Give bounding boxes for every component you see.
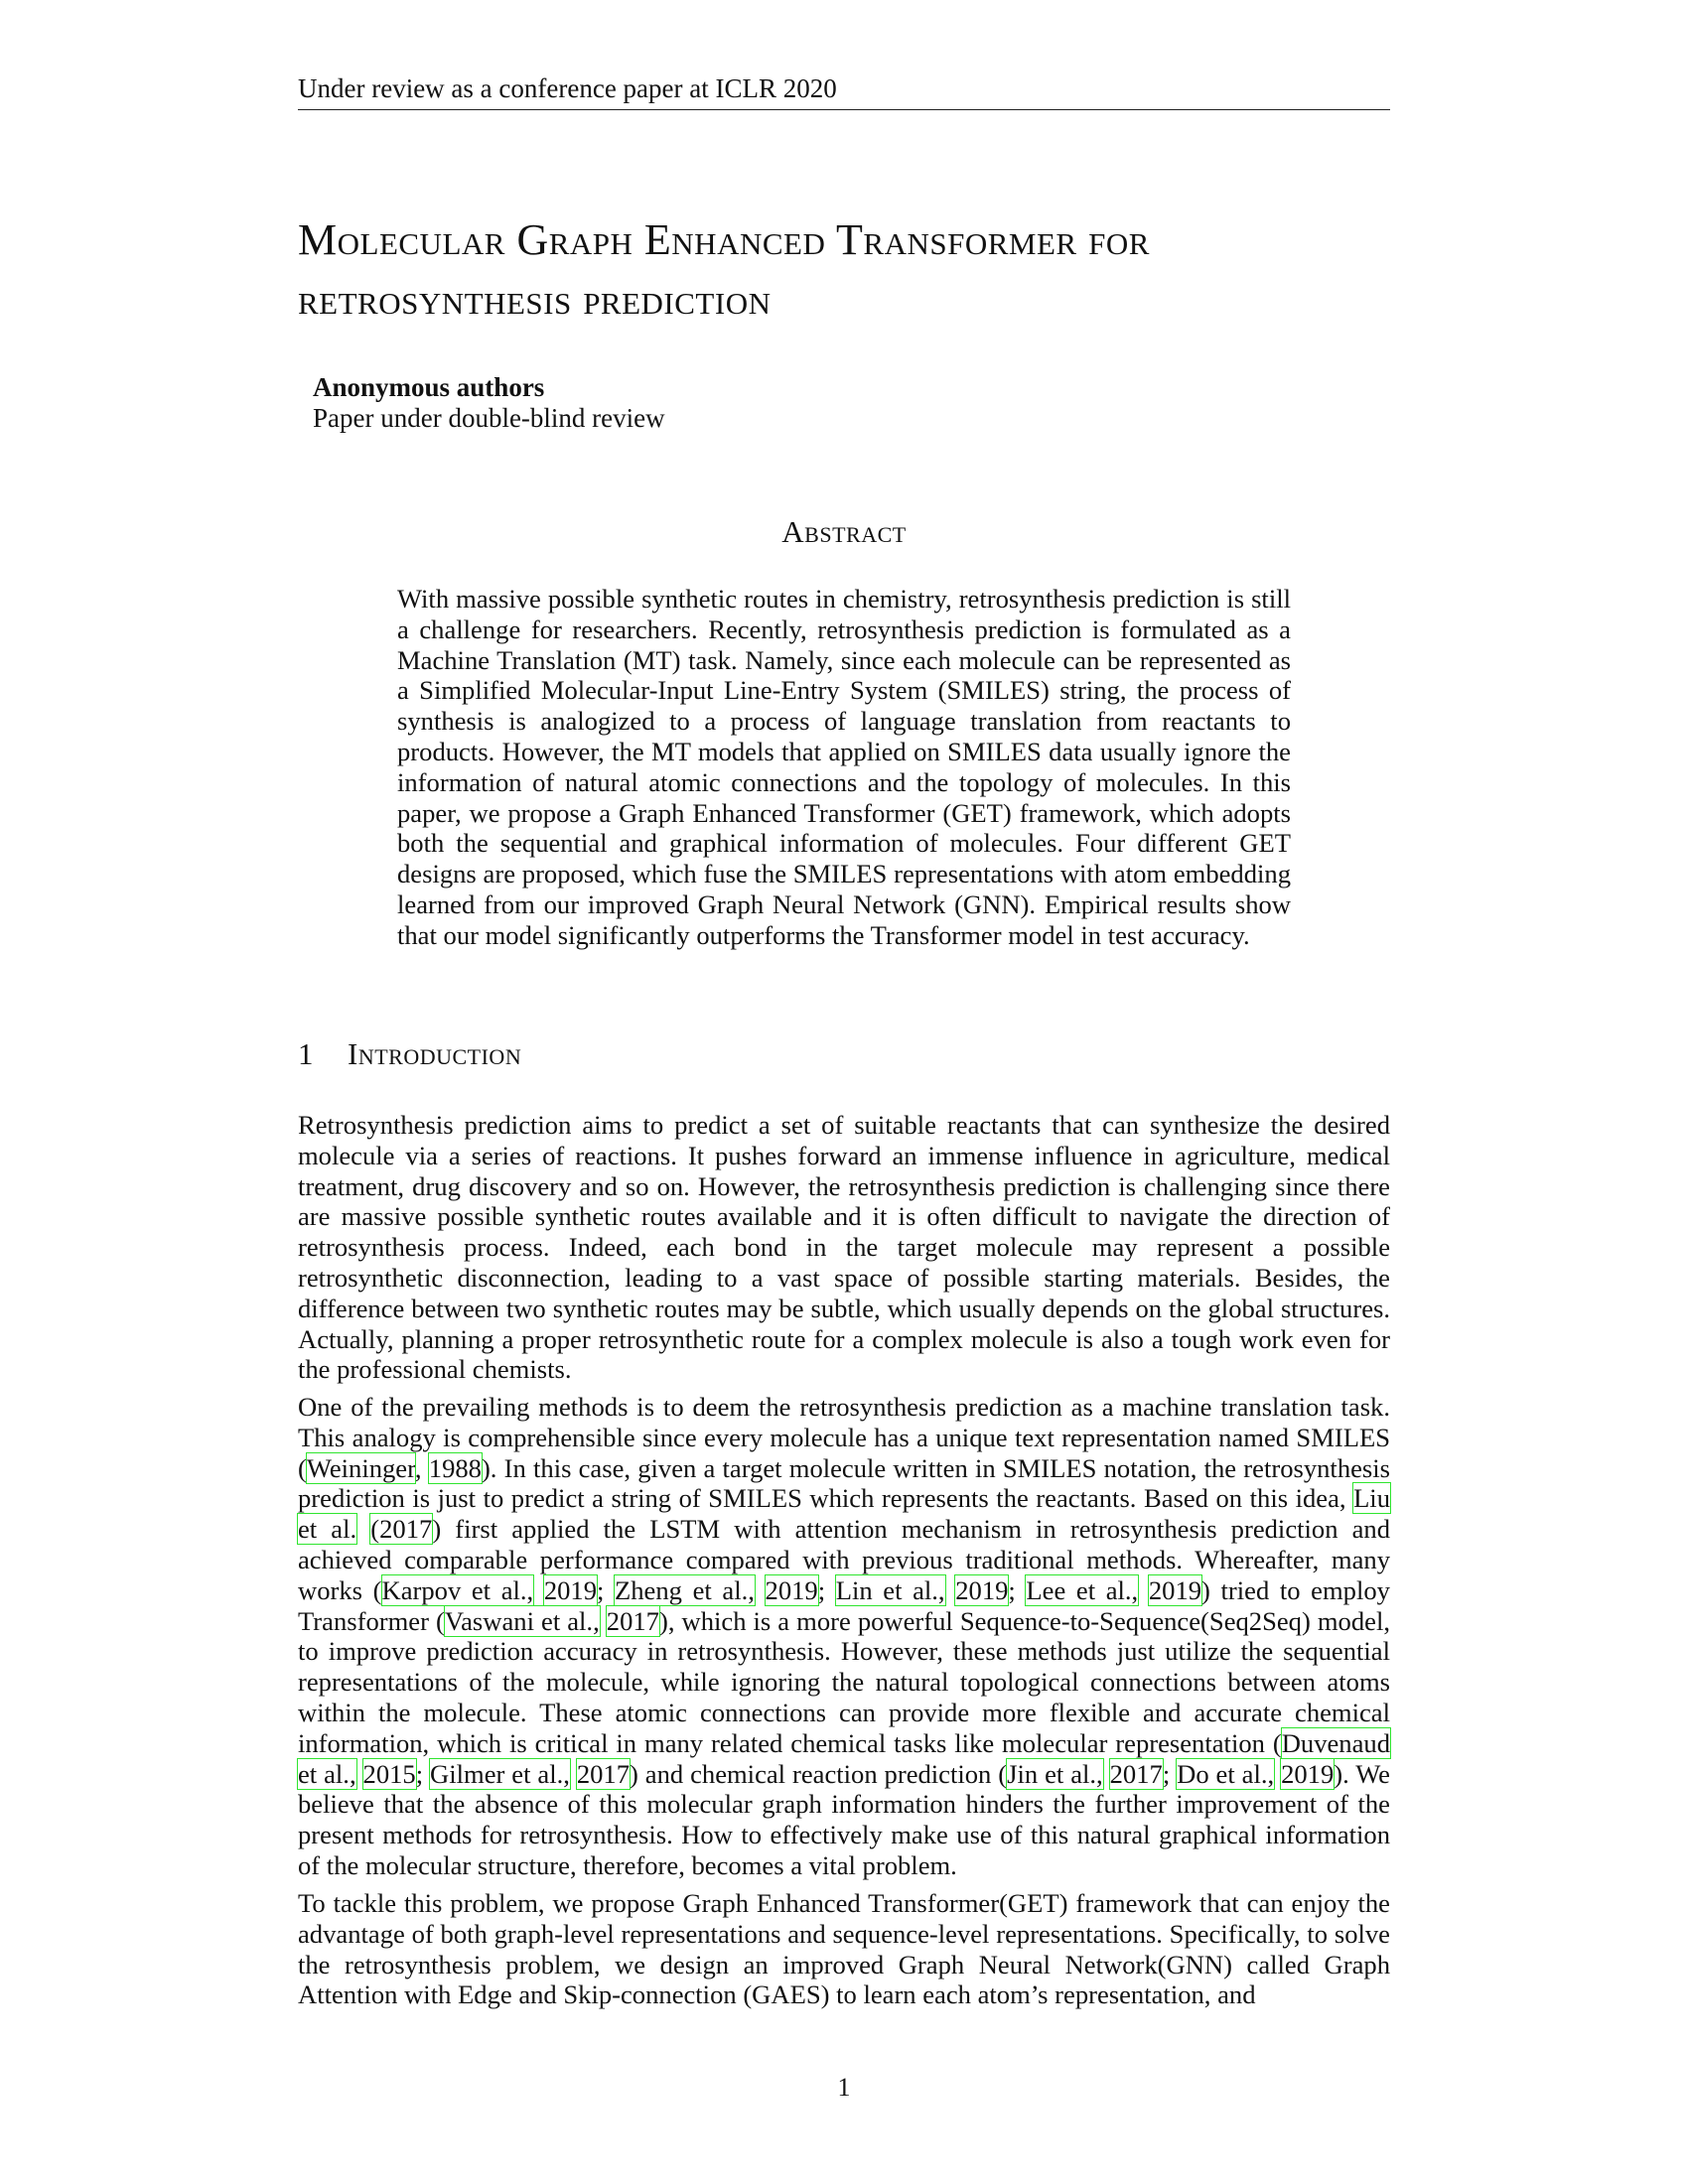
- citation-link[interactable]: 2017: [576, 1758, 630, 1789]
- citation-link[interactable]: 1988: [428, 1452, 482, 1483]
- text-run: ) first applied the LSTM with attention mechanism in retrosynthesis prediction and achieved comparable performance compared with previous traditional methods. Whereafter, many works (: [298, 1514, 1390, 1605]
- citation-link[interactable]: Jin et al.,: [1007, 1758, 1103, 1789]
- text-run: One of the prevailing methods is to deem the retrosynthesis prediction as a machine translation task. This analogy is comprehensible since every molecule has a unique text representation named SMILES (: [298, 1392, 1390, 1483]
- section-title: Introduction: [348, 1036, 522, 1071]
- section-heading-introduction: [298, 1036, 521, 1072]
- separator: ;: [415, 1758, 431, 1789]
- text-run: ). We believe that the absence of this molecular graph information hinders the further improvement of the present methods for retrosynthesis. How to effectively make use of this natural graphical information of the molecular structure, therefore, becomes a vital problem.: [298, 1758, 1390, 1880]
- author-block: [313, 372, 665, 434]
- abstract-text: With massive possible synthetic routes in chemistry, retrosynthesis prediction is still a challenge for researchers. Recently, retrosynthesis prediction is formulated as a Machine Translation (MT) task. Namely, since each molecule can be represented as a Simplified Molecular-Input Line-Entry System (SMILES) string, the process of synthesis is analogized to a process of language translation from reactants to products. However, the MT models that applied on SMILES data usually ignore the information of natural atomic connections and the topology of molecules. In this paper, we propose a Graph Enhanced Transformer (GET) framework, which adopts both the sequential and graphical information of molecules. Four different GET designs are proposed, which fuse the SMILES representations with atom embedding learned from our improved Graph Neural Network (GNN). Empirical results show that our model significantly outperforms the Transformer model in test accuracy.: [397, 584, 1291, 950]
- review-note: Paper under double-blind review: [313, 403, 665, 433]
- intro-paragraph-2: One of the prevailing methods is to deem the retrosynthesis prediction as a machine translation task. This analogy is comprehensible since every molecule has a unique text representation named SMILES (Weininger, 1988). In this case, given a target molecule written in SMILES notation, the retrosynthesis prediction is just to predict a string of SMILES which represents the reactants. Based on this idea, Liu et al. (2017) first applied the LSTM with attention mechanism in retrosynthesis prediction and achieved comparable performance compared with previous traditional methods. Whereafter, many works (Karpov et al., 2019; Zheng et al., 2019; Lin et al., 2019; Lee et al., 2019) tried to employ Transformer (Vaswani et al., 2017), which is a more powerful Sequence-to-Sequence(Seq2Seq) model, to improve prediction accuracy in retrosynthesis. However, these methods just utilize the sequential representations of the molecule, while ignoring the natural topological connections between atoms within the molecule. These atomic connections can provide more flexible and accurate chemical information, which is critical in many related chemical tasks like molecular representation (Duvenaud et al., 2015; Gilmer et al., 2017) and chemical reaction prediction (Jin et al., 2017; Do et al., 2019). We believe that the absence of this molecular graph information hinders the further improvement of the present methods for retrosynthesis. How to effectively make use of this natural graphical information of the molecular structure, therefore, becomes a vital problem.: [298, 1392, 1391, 1880]
- abstract-heading: Abstract: [781, 514, 907, 549]
- citation-link[interactable]: 2019: [543, 1574, 597, 1605]
- citation-link[interactable]: Liu et al.: [298, 1483, 1390, 1545]
- citation-link[interactable]: Weininger: [306, 1452, 415, 1483]
- citation-link[interactable]: 2017: [606, 1605, 659, 1636]
- citation-link[interactable]: Karpov et al.,: [381, 1574, 534, 1605]
- text-run: ). In this case, given a target molecule written in SMILES notation, the retrosynthesis prediction is just to predict a string of SMILES which represents the reactants. Based on this idea,: [298, 1452, 1391, 1514]
- section-number: 1: [298, 1036, 314, 1071]
- citation-link[interactable]: 2019: [1148, 1574, 1202, 1605]
- title-line-1: Molecular Graph Enhanced Transformer for: [298, 215, 1150, 264]
- text-run: ) tried to employ Transformer (: [298, 1574, 1390, 1636]
- citation-link[interactable]: (2017: [370, 1514, 433, 1545]
- citation-link[interactable]: Gilmer et al.,: [430, 1758, 570, 1789]
- separator: ;: [817, 1574, 836, 1605]
- citation-link[interactable]: 2019: [1281, 1758, 1335, 1789]
- separator: ;: [1162, 1758, 1178, 1789]
- separator: ;: [1008, 1574, 1027, 1605]
- citation-link[interactable]: Zheng et al.,: [615, 1574, 755, 1605]
- citation-link[interactable]: Do et al.,: [1177, 1758, 1275, 1789]
- citation-link[interactable]: 2015: [362, 1758, 416, 1789]
- intro-paragraph-1: Retrosynthesis prediction aims to predict a set of suitable reactants that can synthesize the desired molecule via a series of reactions. It pushes forward an immense influence in agriculture, medical treatment, drug discovery and so on. However, the retrosynthesis prediction is challenging since there are massive possible synthetic routes available and it is often difficult to navigate the direction of retrosynthesis process. Indeed, each bond in the target molecule may represent a possible retrosynthetic disconnection, leading to a vast space of possible starting materials. Besides, the difference between two synthetic routes may be subtle, which usually depends on the global structures. Actually, planning a proper retrosynthetic route for a complex molecule is also a tough work even for the professional chemists.: [298, 1110, 1390, 1385]
- text-run: ) and chemical reaction prediction (: [630, 1758, 1008, 1789]
- running-header: Under review as a conference paper at ICLR 2020: [298, 71, 1390, 110]
- citation-link[interactable]: Vaswani et al.,: [444, 1605, 600, 1636]
- title-line-2: retrosynthesis prediction: [298, 275, 772, 324]
- citation-link[interactable]: Duvenaud et al.,: [298, 1727, 1390, 1789]
- paper-title: [298, 210, 1400, 330]
- intro-paragraph-3: To tackle this problem, we propose Graph Enhanced Transformer(GET) framework that can enjoy the advantage of both graph-level representations and sequence-level representations. Specifically, to solve the retrosynthesis problem, we design an improved Graph Neural Network(GNN) called Graph Attention with Edge and Skip-connection (GAES) to learn each atom’s representation, and: [298, 1888, 1390, 2010]
- text-run: ), which is a more powerful Sequence-to-Sequence(Seq2Seq) model, to improve prediction accuracy in retrosynthesis. However, these methods just utilize the sequential representations of the molecule, while ignoring the natural topological connections between atoms within the molecule. These atomic connections can provide more flexible and accurate chemical information, which is critical in many related chemical tasks like molecular representation (: [298, 1605, 1390, 1758]
- citation-link[interactable]: Lee et al.,: [1026, 1574, 1139, 1605]
- author-name: Anonymous authors: [313, 372, 545, 402]
- citation-link[interactable]: 2017: [1109, 1758, 1163, 1789]
- page-number: 1: [837, 2073, 851, 2102]
- separator: ;: [597, 1574, 616, 1605]
- citation-link[interactable]: 2019: [955, 1574, 1009, 1605]
- citation-link[interactable]: 2019: [765, 1574, 818, 1605]
- citation-link[interactable]: Lin et al.,: [835, 1574, 945, 1605]
